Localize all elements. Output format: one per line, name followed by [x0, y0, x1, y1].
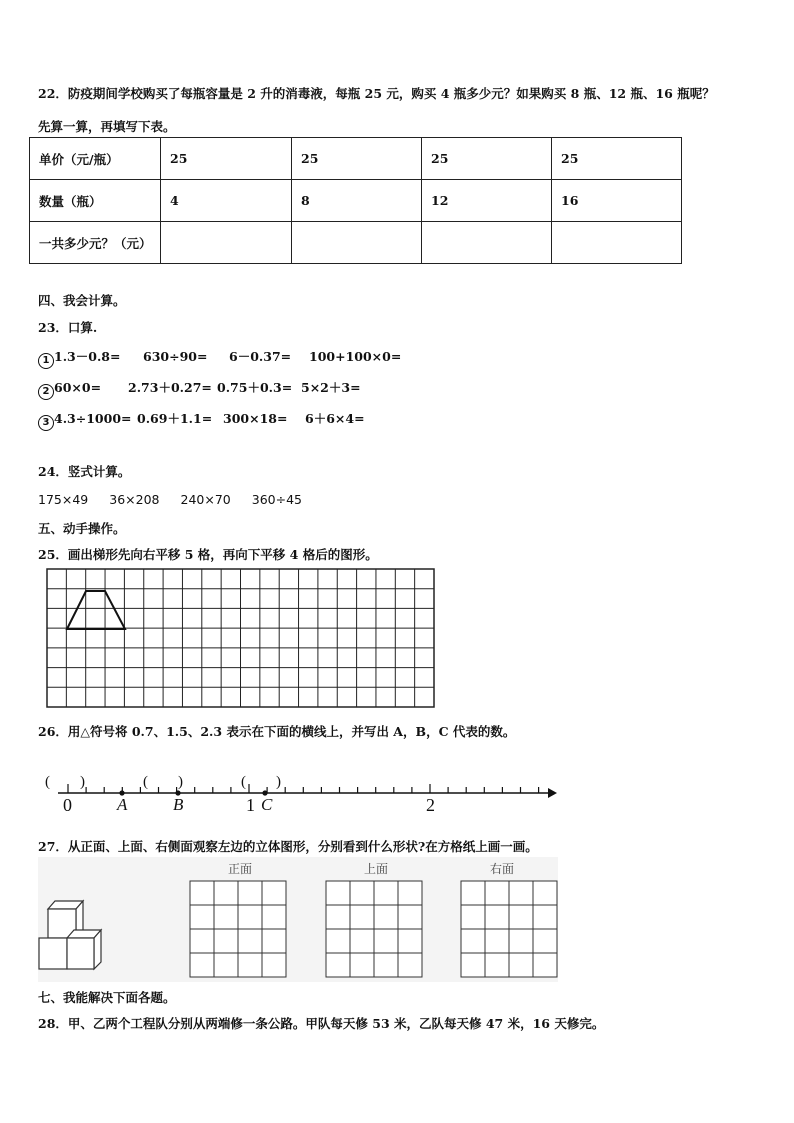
grid-square — [262, 881, 286, 905]
q27-title: 27．从正面、上面、右侧面观察左边的立体图形，分别看到什么形状?在方格纸上画一画。 — [38, 839, 538, 854]
vertical-calc-list — [38, 492, 323, 507]
grid-square — [485, 881, 509, 905]
cube-solid-figure — [38, 895, 108, 973]
view-label-right: 右面 — [490, 862, 515, 876]
paren-a[interactable]: ( ) — [45, 774, 85, 790]
front-view-grid[interactable] — [189, 880, 287, 978]
calc-item: 1.3－0.8= — [54, 349, 121, 364]
answer-cell[interactable] — [552, 222, 682, 264]
calc-row — [38, 409, 365, 431]
paren-c[interactable]: ( ) — [241, 774, 281, 790]
grid-square — [350, 905, 374, 929]
answer-cell[interactable] — [161, 222, 292, 264]
translation-grid[interactable] — [45, 568, 437, 710]
q24-title: 24．竖式计算。 — [38, 464, 131, 479]
section-5-heading: 五、动手操作。 — [38, 521, 126, 536]
paren-b[interactable]: ( ) — [143, 774, 183, 790]
section-7-heading: 七、我能解决下面各题。 — [38, 990, 176, 1005]
grid-square — [533, 905, 557, 929]
tick-label-one: 1 — [246, 795, 255, 815]
grid-square — [190, 881, 214, 905]
table-cell: 8 — [292, 180, 422, 222]
grid-square — [214, 881, 238, 905]
table-row — [30, 180, 682, 222]
q23-title: 23．口算. — [38, 320, 98, 335]
grid-square — [262, 905, 286, 929]
grid-square — [350, 953, 374, 977]
grid-square — [485, 929, 509, 953]
top-view-grid[interactable] — [325, 880, 423, 978]
calc-item: 60×0= — [54, 380, 102, 395]
calc-item: 6＋6×4= — [305, 411, 365, 426]
tick-label-two: 2 — [426, 795, 435, 815]
row-label: 单价（元/瓶） — [30, 138, 161, 180]
table-cell: 12 — [422, 180, 552, 222]
calc-item: 0.75＋0.3= — [217, 380, 293, 395]
q28-text: 28．甲、乙两个工程队分别从两端修一条公路。甲队每天修 53 米，乙队每天修 47 米，16 天修完。 — [38, 1016, 605, 1031]
grid-square — [509, 929, 533, 953]
calc-row — [38, 347, 401, 369]
vertical-calc-item: 240×70 — [180, 492, 231, 507]
grid-square — [509, 905, 533, 929]
grid-square — [533, 953, 557, 977]
grid-square — [398, 953, 422, 977]
answer-cell[interactable] — [422, 222, 552, 264]
vertical-calc-item: 36×208 — [109, 492, 160, 507]
grid-square — [461, 881, 485, 905]
view-label-top: 上面 — [364, 862, 389, 876]
row-label: 一共多少元？（元） — [30, 222, 161, 264]
grid-square — [262, 929, 286, 953]
circled-number: 1 — [38, 353, 54, 369]
grid-square — [533, 881, 557, 905]
table-cell: 25 — [552, 138, 682, 180]
label-a: A — [117, 795, 128, 814]
calc-item: 2.73＋0.27= — [128, 380, 212, 395]
q26-title: 26．用△符号将 0.7、1.5、2.3 表示在下面的横线上，并写出 A，B，C 代表的数。 — [38, 724, 516, 739]
table-row — [30, 222, 682, 264]
table-cell: 25 — [292, 138, 422, 180]
grid-square — [374, 929, 398, 953]
q22-instruction: 先算一算，再填写下表。 — [38, 119, 176, 134]
grid-square — [509, 953, 533, 977]
grid-square — [461, 905, 485, 929]
grid-square — [461, 953, 485, 977]
grid-square — [326, 905, 350, 929]
vertical-calc-item: 175×49 — [38, 492, 89, 507]
grid-square — [374, 905, 398, 929]
grid-square — [533, 929, 557, 953]
tick-label-zero: 0 — [63, 795, 72, 815]
calc-item: 630÷90= — [143, 349, 208, 364]
grid-square — [398, 905, 422, 929]
grid-square — [509, 881, 533, 905]
price-table — [29, 137, 682, 264]
calc-item: 300×18= — [223, 411, 288, 426]
arrow-icon — [548, 788, 557, 798]
grid-square — [398, 929, 422, 953]
grid-square — [485, 905, 509, 929]
calc-item: 100+100×0= — [309, 349, 402, 364]
table-cell: 25 — [422, 138, 552, 180]
grid-square — [262, 953, 286, 977]
grid-square — [214, 929, 238, 953]
vertical-calc-item: 360÷45 — [251, 492, 302, 507]
grid-square — [350, 929, 374, 953]
table-cell: 16 — [552, 180, 682, 222]
label-c: C — [261, 795, 273, 814]
grid-square — [461, 929, 485, 953]
grid-square — [374, 881, 398, 905]
label-b: B — [173, 795, 184, 814]
grid-square — [326, 881, 350, 905]
table-row — [30, 138, 682, 180]
grid-square — [374, 953, 398, 977]
circled-number: 3 — [38, 415, 54, 431]
grid-square — [326, 929, 350, 953]
right-view-grid[interactable] — [460, 880, 558, 978]
calc-item: 6－0.37= — [229, 349, 292, 364]
grid-square — [238, 881, 262, 905]
calc-row — [38, 378, 361, 400]
grid-square — [214, 953, 238, 977]
calc-item: 4.3÷1000= — [54, 411, 132, 426]
calc-item: 5×2＋3= — [301, 380, 361, 395]
grid-square — [190, 953, 214, 977]
q22-text: 22．防疫期间学校购买了每瓶容量是 2 升的消毒液，每瓶 25 元，购买 4 瓶多少元？如果购买 8 瓶、12 瓶、16 瓶呢？ — [38, 86, 715, 101]
q25-title: 25．画出梯形先向右平移 5 格，再向下平移 4 格后的图形。 — [38, 547, 378, 562]
table-cell: 25 — [161, 138, 292, 180]
grid-square — [398, 881, 422, 905]
grid-square — [190, 905, 214, 929]
grid-square — [238, 953, 262, 977]
grid-square — [238, 929, 262, 953]
grid-square — [190, 929, 214, 953]
table-cell: 4 — [161, 180, 292, 222]
grid-square — [214, 905, 238, 929]
grid-square — [326, 953, 350, 977]
view-label-front: 正面 — [228, 862, 253, 876]
grid-square — [485, 953, 509, 977]
answer-cell[interactable] — [292, 222, 422, 264]
calc-item: 0.69＋1.1= — [137, 411, 213, 426]
trapezoid-shape — [67, 591, 125, 629]
grid-square — [350, 881, 374, 905]
circled-number: 2 — [38, 384, 54, 400]
section-4-heading: 四、我会计算。 — [38, 293, 126, 308]
grid-square — [238, 905, 262, 929]
row-label: 数量（瓶） — [30, 180, 161, 222]
